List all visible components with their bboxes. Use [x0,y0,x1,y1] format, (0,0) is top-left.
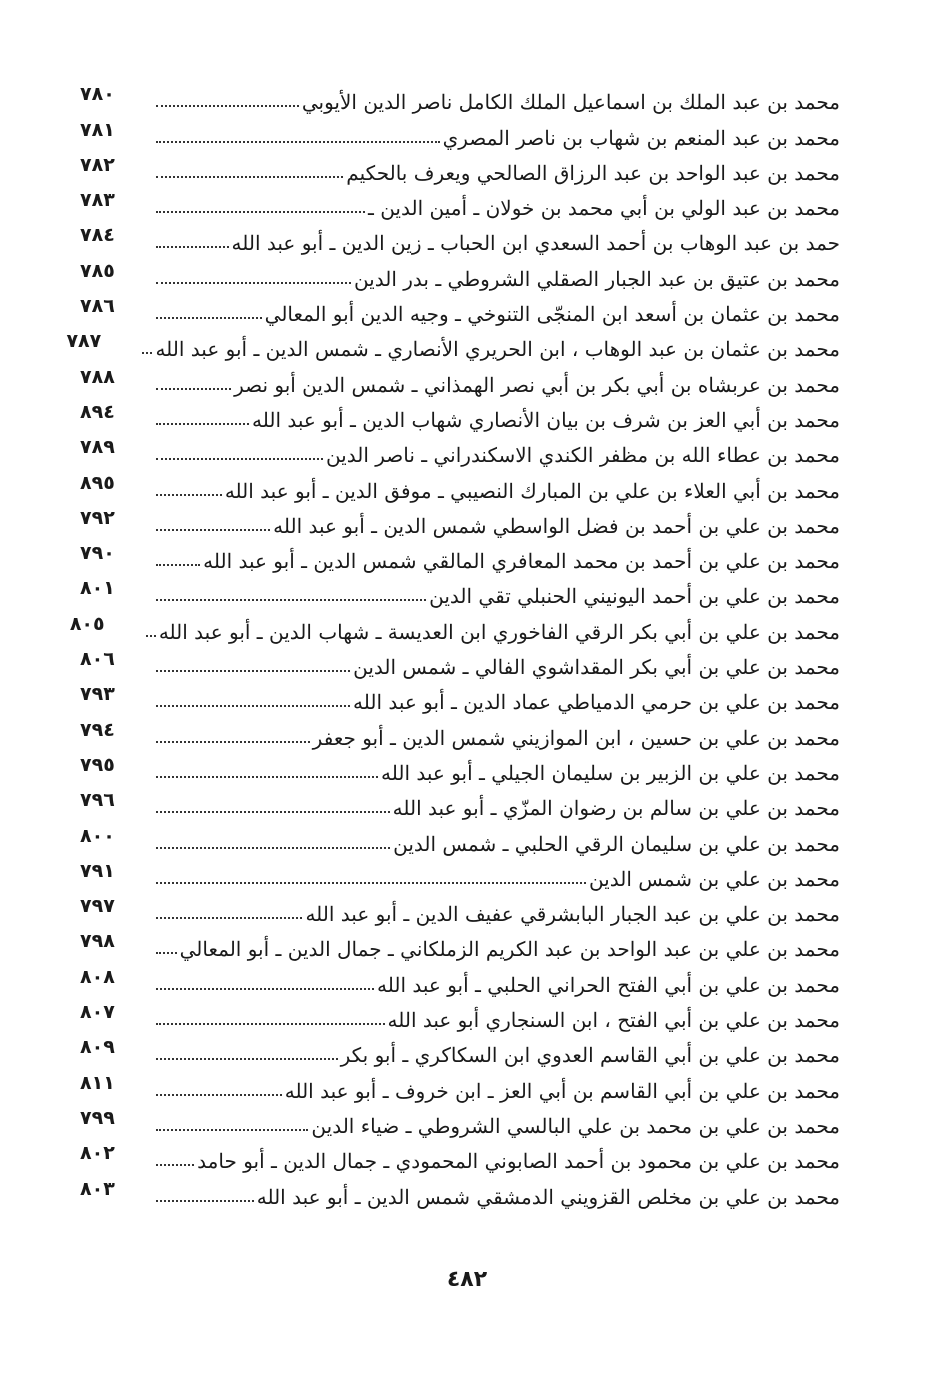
entry-name: محمد بن علي بن محمد بن علي البالسي الشروطي ـ ضياء الدين [311,1113,840,1138]
entry-name: محمد بن علي بن حرمي الدمياطي عماد الدين ـ أبو عبد الله [353,690,840,715]
entry-name: محمد بن علي بن أبي بكر المقداشوي الفالي ـ شمس الدين [353,655,840,680]
entry-page-number: ٧٩١ [80,859,115,882]
entry-name: محمد بن عبد الملك بن اسماعيل الملك الكامل ناصر الدين الأيوبي [301,90,840,115]
entry-page-number: ٧٩٥ [80,753,115,776]
entry-name: حمد بن عبد الوهاب بن أحمد السعدي ابن الحباب ـ زين الدين ـ أبو عبد الله [231,231,840,256]
index-entry [80,715,840,750]
entry-page-number: ٨٩٤ [80,400,115,423]
entry-page-number: ٧٩٠ [80,542,115,565]
dot-leader [156,599,426,601]
entry-page-number: ٧٩٩ [80,1106,115,1129]
dot-leader [156,670,350,672]
dot-leader [156,176,343,178]
entry-name: محمد بن علي بن أبي الفتح الحراني الحلبي ـ أبو عبد الله [377,972,840,997]
entry-name: محمد بن علي بن أبي بكر الرقي الفاخوري ابن العديسة ـ شهاب الدين ـ أبو عبد الله [158,619,840,644]
dot-leader [156,776,378,778]
dot-leader [156,741,310,743]
entry-name: محمد بن عثمان بن أسعد ابن المنجّى التنوخي ـ وجيه الدين أبو المعالي [264,302,840,327]
entry-page-number: ٧٨٧ [66,330,102,353]
entry-page-number: ٨٠٧ [80,1001,115,1024]
dot-leader [156,317,262,319]
dot-leader [156,423,249,425]
index-entry [80,80,840,115]
entry-name: محمد بن علي بن شمس الدين [588,866,840,891]
dot-leader [156,211,365,213]
entry-name: محمد بن علي بن أحمد بن محمد المعافري المالقي شمس الدين ـ أبو عبد الله [203,549,840,574]
entry-name: محمد بن علي بن أبي الفتح ، ابن السنجاري أبو عبد الله [387,1008,840,1033]
dot-leader [156,988,374,990]
page-number: ٤٨٢ [446,1267,488,1292]
entry-name: محمد بن علي بن سليمان الرقي الحلبي ـ شمس الدين [393,831,840,856]
entry-name: محمد بن علي بن أحمد اليونيني الحنبلي تقي الدين [429,584,840,609]
index-entry [80,680,840,715]
entry-name: محمد بن عبد الواحد بن عبد الرزاق الصالحي ويعرف بالحكيم [346,160,840,185]
dot-leader [156,282,351,284]
entry-page-number: ٧٨٢ [80,153,115,176]
entry-page-number: ٨٠٦ [80,648,115,671]
dot-leader [156,1023,385,1025]
index-entry [80,539,840,574]
index-entry [80,892,840,927]
dot-leader [156,494,222,496]
index-entry [80,1033,840,1068]
index-list [66,80,840,1210]
entry-page-number: ٧٨٩ [80,436,115,459]
entry-name: محمد بن علي بن أبي القاسم بن أبي العز ـ ابن خروف ـ أبو عبد الله [284,1078,840,1103]
entry-page-number: ٨٩٥ [80,471,115,494]
entry-page-number: ٧٨٨ [80,365,115,388]
entry-page-number: ٧٨٠ [80,83,115,106]
entry-page-number: ٨٠٨ [80,965,115,988]
dot-leader [156,564,200,566]
dot-leader [156,847,390,849]
dot-leader [156,1094,282,1096]
index-entry [80,998,840,1033]
index-entry [80,786,840,821]
entry-name: محمد بن علي بن عبد الواحد بن عبد الكريم الزملكاني ـ جمال الدين ـ أبو المعالي [179,937,840,962]
index-entry [80,151,840,186]
dot-leader [146,635,156,637]
dot-leader [156,1129,308,1131]
entry-name: محمد بن عتيق بن عبد الجبار الصقلي الشروطي ـ بدر الدين [353,266,840,291]
dot-leader [156,1164,194,1166]
dot-leader [142,352,152,354]
dot-leader [156,141,440,143]
dot-leader [156,529,270,531]
index-entry [80,398,840,433]
entry-page-number: ٨١١ [80,1071,115,1094]
index-entry [80,221,840,256]
entry-page-number: ٧٨٤ [80,224,115,247]
entry-page-number: ٧٩٦ [80,789,115,812]
entry-page-number: ٨٠١ [80,577,115,600]
index-entry [80,962,840,997]
entry-page-number: ٧٩٢ [80,506,115,529]
dot-leader [156,105,299,107]
dot-leader [156,388,231,390]
index-entry [80,574,840,609]
entry-name: محمد بن علي بن مخلص القزويني الدمشقي شمس الدين ـ أبو عبد الله [256,1184,840,1209]
dot-leader [156,705,350,707]
entry-page-number: ٧٨٣ [80,189,115,212]
entry-page-number: ٧٩٨ [80,930,115,953]
index-entry [80,645,840,680]
index-entry [80,256,840,291]
entry-name: محمد بن عثمان بن عبد الوهاب ، ابن الحريري الأنصاري ـ شمس الدين ـ أبو عبد الله [155,337,840,362]
entry-name: محمد بن علي بن محمود بن أحمد الصابوني المحمودي ـ جمال الدين ـ أبو حامد [197,1149,840,1174]
dot-leader [156,917,302,919]
index-entry [80,292,840,327]
entry-name: محمد بن علي بن الزبير بن سليمان الجيلي ـ أبو عبد الله [381,760,840,785]
entry-page-number: ٨٠٠ [80,824,115,847]
entry-name: محمد بن عربشاه بن أبي بكر بن أبي نصر الهمذاني ـ شمس الدين أبو نصر [234,372,840,397]
entry-page-number: ٨٠٣ [80,1177,115,1200]
entry-name: محمد بن عطاء الله بن مظفر الكندي الاسكندراني ـ ناصر الدين [325,443,840,468]
entry-name: محمد بن علي بن سالم بن رضوان المزّي ـ أبو عبد الله [392,796,840,821]
index-entry [80,821,840,856]
entry-name: محمد بن عبد المنعم بن شهاب بن ناصر المصري [442,125,840,150]
index-entry [80,433,840,468]
index-entry [80,504,840,539]
index-entry [69,609,840,644]
entry-name: محمد بن علي بن أحمد بن فضل الواسطي شمس الدين ـ أبو عبد الله [273,513,840,538]
entry-page-number: ٧٩٣ [80,683,115,706]
index-entry [80,1068,840,1103]
entry-name: محمد بن علي بن أبي القاسم العدوي ابن السكاكري ـ أبو بكر [340,1043,840,1068]
entry-name: محمد بن أبي العلاء بن علي بن المبارك النصيبي ـ موفق الدين ـ أبو عبد الله [224,478,840,503]
dot-leader [156,811,390,813]
entry-page-number: ٧٨٥ [80,259,115,282]
entry-name: محمد بن أبي العز بن شرف بن بيان الأنصاري شهاب الدين ـ أبو عبد الله [252,407,840,432]
index-entry [80,857,840,892]
index-entry [80,362,840,397]
entry-page-number: ٨٠٩ [80,1036,115,1059]
entry-page-number: ٨٠٢ [80,1142,115,1165]
dot-leader [156,458,323,460]
index-entry [80,927,840,962]
entry-page-number: ٧٨١ [80,118,115,141]
index-entry [80,1174,840,1209]
index-entry [66,327,840,362]
dot-leader [156,1058,338,1060]
entry-page-number: ٧٨٦ [80,295,115,318]
dot-leader [156,882,586,884]
entry-name: محمد بن عبد الولي بن أبي محمد بن خولان ـ أمين الدين ـ [367,196,840,221]
index-entry [80,1104,840,1139]
index-entry [80,1139,840,1174]
index-entry [80,115,840,150]
index-entry [80,468,840,503]
index-entry [80,186,840,221]
entry-name: محمد بن علي بن عبد الجبار البابشرقي عفيف الدين ـ أبو عبد الله [305,902,840,927]
dot-leader [156,1200,254,1202]
dot-leader [156,246,229,248]
entry-page-number: ٨٠٥ [69,612,105,635]
entry-name: محمد بن علي بن حسين ، ابن الموازيني شمس الدين ـ أبو جعفر [312,725,840,750]
entry-page-number: ٧٩٤ [80,718,115,741]
index-entry [80,751,840,786]
entry-page-number: ٧٩٧ [80,895,115,918]
dot-leader [156,952,177,954]
